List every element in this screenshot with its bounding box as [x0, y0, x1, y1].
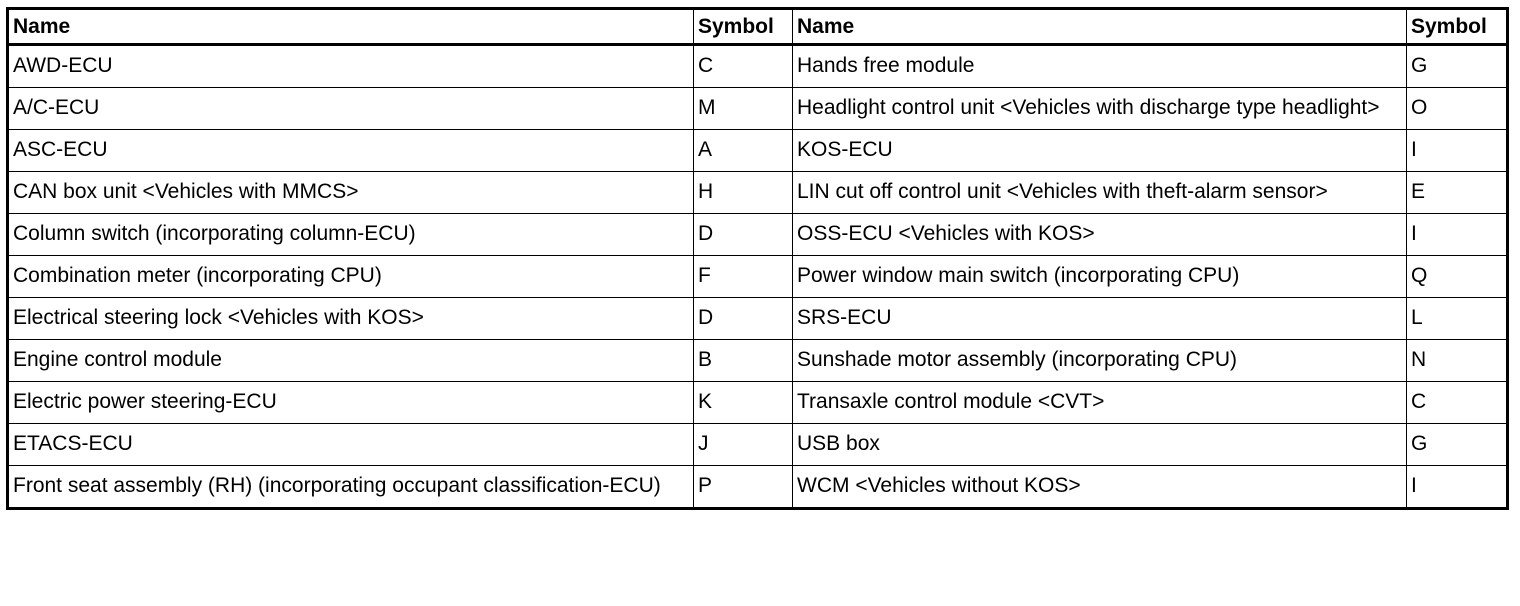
- header-row: [8, 9, 1508, 45]
- header-symbol-left: Symbol: [694, 9, 793, 45]
- component-name-left: Column switch (incorporating column-ECU): [8, 214, 694, 256]
- component-name-left: A/C-ECU: [8, 88, 694, 130]
- table-row: [8, 340, 1508, 382]
- component-symbol-right: N: [1407, 340, 1508, 382]
- component-symbol-right: O: [1407, 88, 1508, 130]
- component-symbol-left: C: [694, 45, 793, 88]
- component-name-left: Engine control module: [8, 340, 694, 382]
- table-row: [8, 466, 1508, 509]
- component-symbol-table: [6, 7, 1509, 510]
- table-row: [8, 382, 1508, 424]
- header-name-left: Name: [8, 9, 694, 45]
- table-row: [8, 88, 1508, 130]
- component-symbol-right: G: [1407, 45, 1508, 88]
- component-symbol-left: J: [694, 424, 793, 466]
- component-symbol-left: M: [694, 88, 793, 130]
- component-name-right: WCM <Vehicles without KOS>: [793, 466, 1407, 509]
- table-row: [8, 424, 1508, 466]
- component-name-right: SRS-ECU: [793, 298, 1407, 340]
- component-name-left: ASC-ECU: [8, 130, 694, 172]
- component-symbol-left: B: [694, 340, 793, 382]
- component-symbol-right: C: [1407, 382, 1508, 424]
- component-symbol-right: E: [1407, 172, 1508, 214]
- component-symbol-left: H: [694, 172, 793, 214]
- component-symbol-right: L: [1407, 298, 1508, 340]
- component-name-right: USB box: [793, 424, 1407, 466]
- component-name-left: Combination meter (incorporating CPU): [8, 256, 694, 298]
- header-symbol-right: Symbol: [1407, 9, 1508, 45]
- table-row: [8, 45, 1508, 88]
- component-name-left: Front seat assembly (RH) (incorporating occupant classification-ECU): [8, 466, 694, 509]
- component-symbol-left: D: [694, 298, 793, 340]
- component-symbol-left: A: [694, 130, 793, 172]
- component-name-right: Headlight control unit <Vehicles with discharge type headlight>: [793, 88, 1407, 130]
- component-name-right: LIN cut off control unit <Vehicles with theft-alarm sensor>: [793, 172, 1407, 214]
- component-name-left: ETACS-ECU: [8, 424, 694, 466]
- component-symbol-left: F: [694, 256, 793, 298]
- component-name-right: Sunshade motor assembly (incorporating CPU): [793, 340, 1407, 382]
- table-row: [8, 298, 1508, 340]
- component-name-right: Transaxle control module <CVT>: [793, 382, 1407, 424]
- component-name-right: OSS-ECU <Vehicles with KOS>: [793, 214, 1407, 256]
- table-row: [8, 256, 1508, 298]
- component-name-left: AWD-ECU: [8, 45, 694, 88]
- component-symbol-right: I: [1407, 466, 1508, 509]
- component-symbol-right: G: [1407, 424, 1508, 466]
- component-name-right: KOS-ECU: [793, 130, 1407, 172]
- table-row: [8, 130, 1508, 172]
- table-row: [8, 214, 1508, 256]
- component-symbol-right: I: [1407, 214, 1508, 256]
- component-name-right: Power window main switch (incorporating CPU): [793, 256, 1407, 298]
- component-symbol-left: D: [694, 214, 793, 256]
- component-symbol-left: K: [694, 382, 793, 424]
- component-name-right: Hands free module: [793, 45, 1407, 88]
- component-name-left: CAN box unit <Vehicles with MMCS>: [8, 172, 694, 214]
- header-name-right: Name: [793, 9, 1407, 45]
- component-name-left: Electric power steering-ECU: [8, 382, 694, 424]
- component-symbol-right: I: [1407, 130, 1508, 172]
- component-symbol-left: P: [694, 466, 793, 509]
- component-name-left: Electrical steering lock <Vehicles with KOS>: [8, 298, 694, 340]
- table-row: [8, 172, 1508, 214]
- component-symbol-right: Q: [1407, 256, 1508, 298]
